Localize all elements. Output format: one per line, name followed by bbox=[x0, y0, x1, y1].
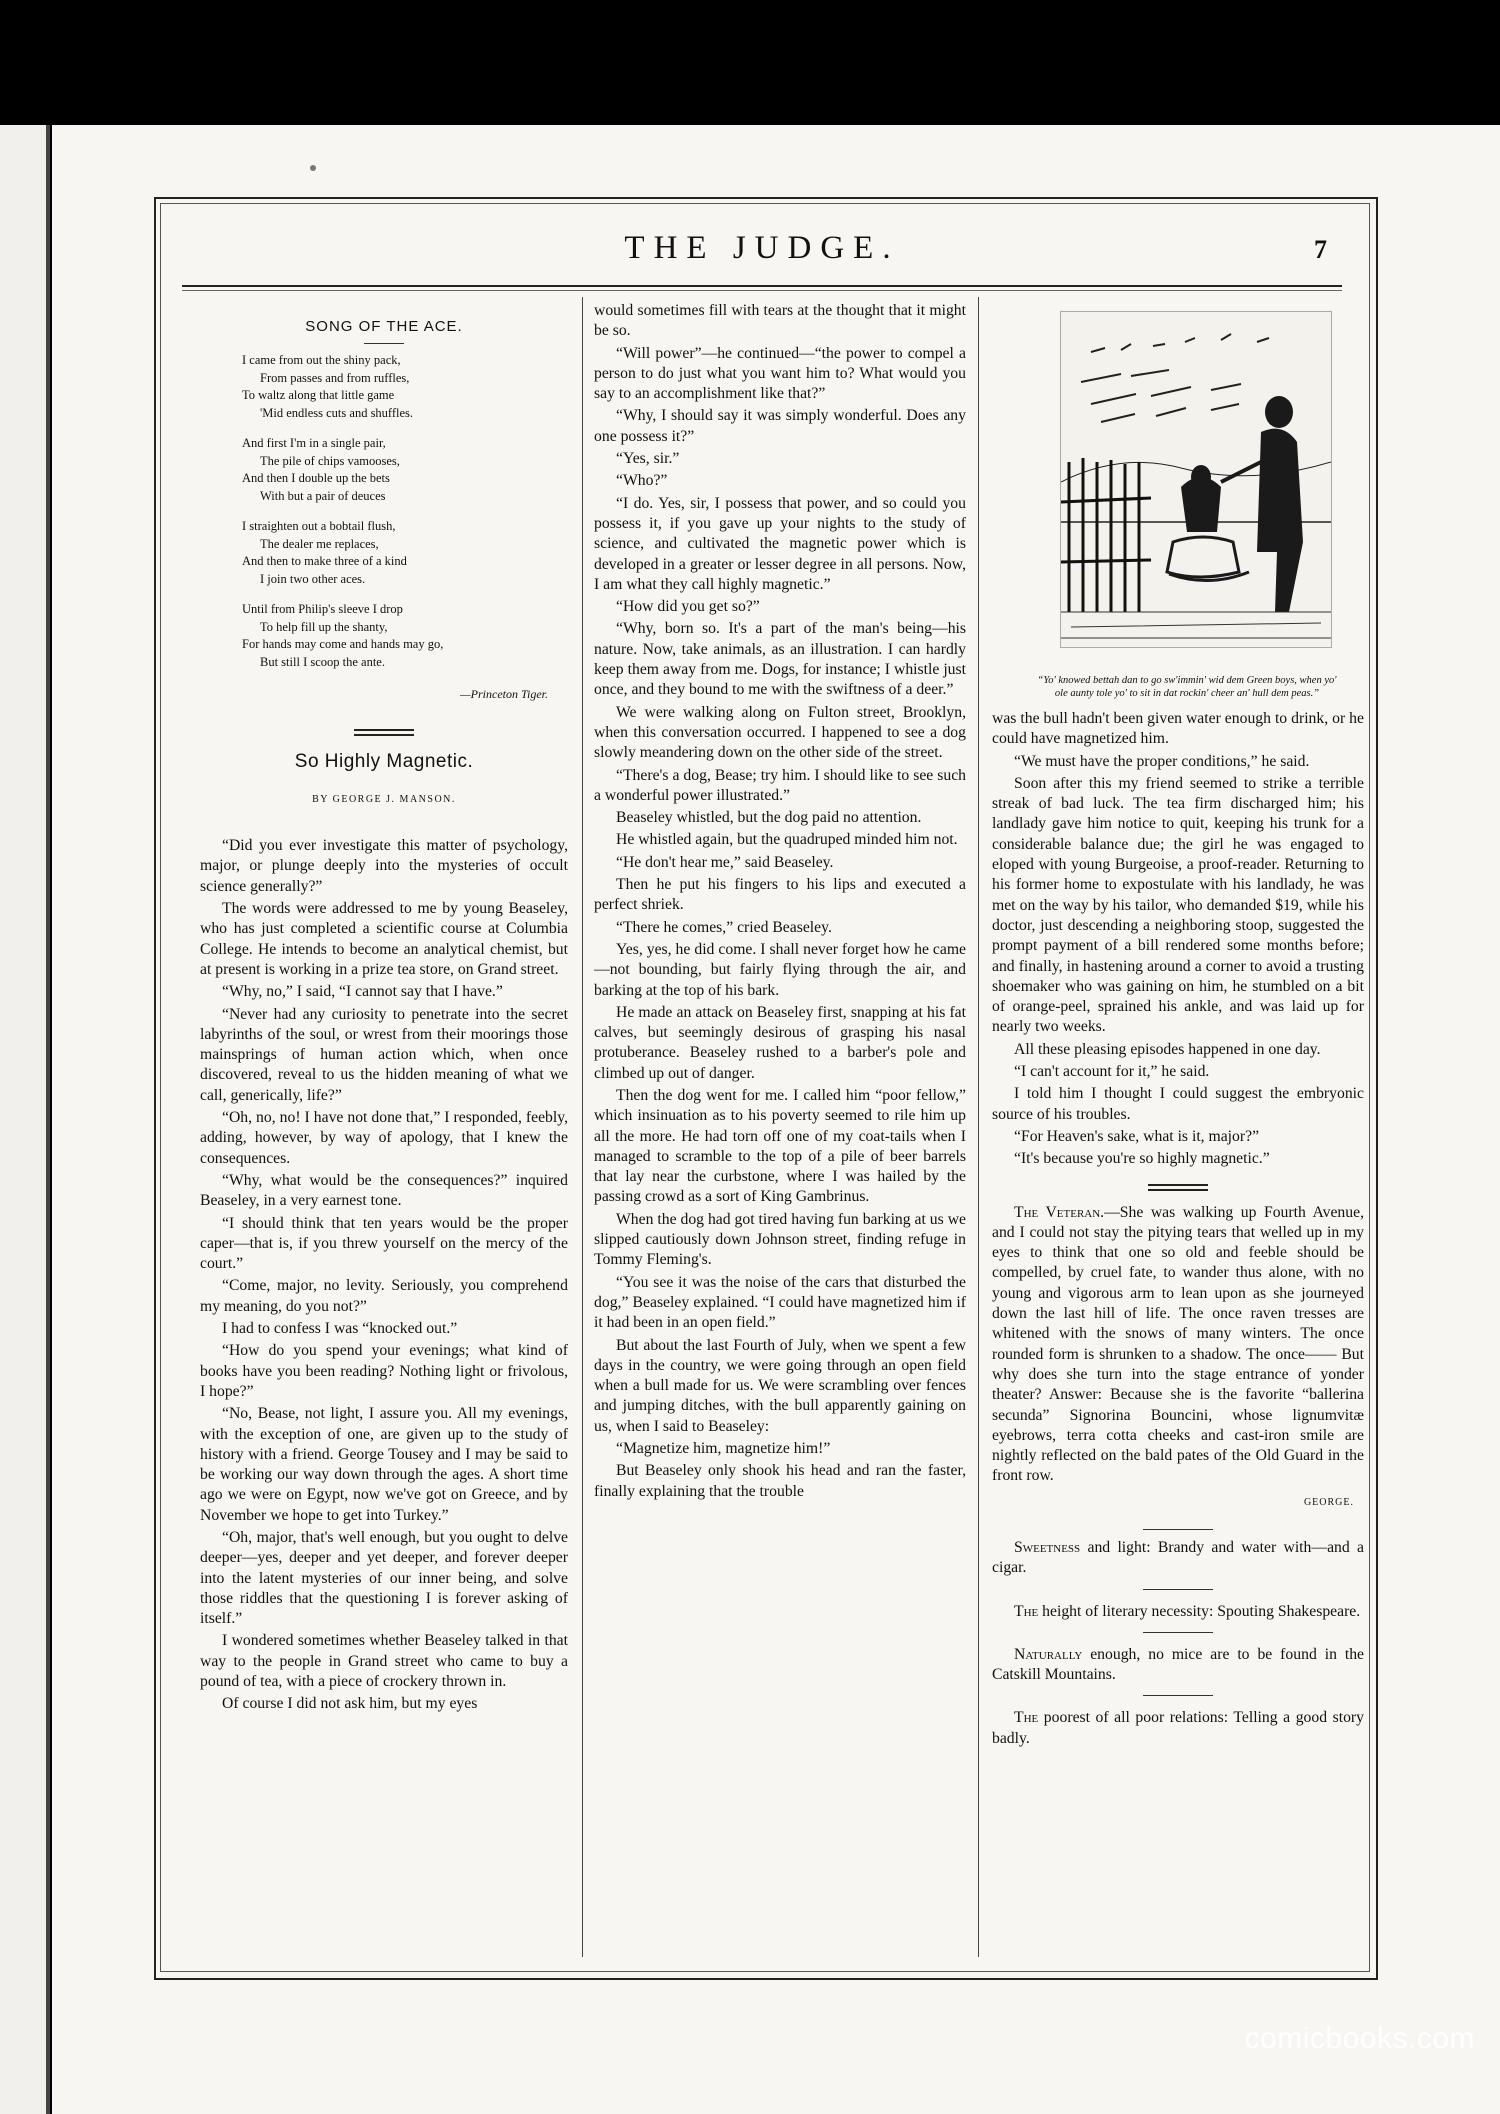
story-paragraph: “How did you get so?” bbox=[616, 598, 760, 616]
section-divider bbox=[1148, 1184, 1208, 1191]
story-paragraph: I had to confess I was “knocked out.” bbox=[222, 1320, 458, 1338]
squib-rule bbox=[1143, 1695, 1213, 1696]
poem-line: And first I'm in a single pair, bbox=[242, 436, 386, 451]
story-paragraph: “There he comes,” cried Beaseley. bbox=[616, 918, 832, 936]
squib-text: enough, no mice are to be found in the Catskill Mountains. bbox=[992, 1645, 1364, 1684]
squib-lead: The bbox=[1014, 1709, 1039, 1727]
poem-stanza bbox=[242, 352, 568, 422]
story-paragraph: We were walking along on Fulton street, Brooklyn, when this conversation occurred. I happened to see a dog slowly meandering down on the other side of the street. bbox=[594, 703, 966, 762]
story-byline: BY GEORGE J. MANSON. bbox=[312, 793, 456, 805]
story-paragraph: All these pleasing episodes happened in one day. bbox=[1014, 1040, 1321, 1058]
squib-lead: Sweetness bbox=[1014, 1538, 1081, 1556]
column-3 bbox=[992, 709, 1364, 1753]
story-paragraph: “Come, major, no levity. Seriously, you comprehend my meaning, do you not?” bbox=[200, 1277, 568, 1315]
poem-line: From passes and from ruffles, bbox=[260, 370, 410, 385]
story-paragraph: The words were addressed to me by young Beaseley, who has just completed a scientific course at Columbia College. He intends to become an analytical chemist, but at present is working in a prize tea store, on Grand street. bbox=[200, 900, 568, 978]
adjacent-page-edge bbox=[0, 125, 50, 2114]
story-paragraph: “Did you ever investigate this matter of psychology, major, or plunge deeply into the mysteries of occult science generally?” bbox=[200, 837, 568, 895]
cartoon-caption: “Yo' knowed bettah dan to go sw'immin' wid dem Green boys, when yo' ole aunty tole yo' to sit in dat rockin' cheer an' hull dem peas.” bbox=[1037, 675, 1337, 699]
story-paragraph: But Beaseley only shook his head and ran the faster, finally explaining that the trouble bbox=[594, 1462, 966, 1500]
poem-line: And then to make three of a kind bbox=[242, 554, 407, 569]
story-paragraph: “Never had any curiosity to penetrate into the secret labyrinths of the soul, or wrest from their moorings those mainsprings of human action which, when once discovered, reveal to us the hidden meaning of what we call, generically, life?” bbox=[200, 1005, 568, 1104]
story-paragraph: “We must have the proper conditions,” he said. bbox=[1014, 752, 1310, 770]
squib-text: poorest of all poor relations: Telling a good story badly. bbox=[992, 1709, 1364, 1747]
squibs-list bbox=[992, 1538, 1364, 1749]
story-paragraph: “It's because you're so highly magnetic.” bbox=[1014, 1150, 1270, 1168]
story-paragraph: “Why, what would be the consequences?” inquired Beaseley, in a very earnest tone. bbox=[200, 1171, 568, 1210]
masthead-rule-thin bbox=[182, 290, 1342, 291]
column-2 bbox=[594, 301, 966, 1504]
story-paragraph: “Oh, no, no! I have not done that,” I responded, feebly, adding, however, by way of apology, that I knew the consequences. bbox=[200, 1109, 568, 1167]
story-paragraph: Then he put his fingers to his lips and executed a perfect shriek. bbox=[594, 876, 966, 914]
poem-line: The dealer me replaces, bbox=[260, 536, 379, 551]
veteran-signoff: GEORGE. bbox=[1303, 1496, 1354, 1508]
squib-rule bbox=[1143, 1529, 1213, 1530]
poem-title-rule bbox=[364, 343, 404, 344]
squib-text: height of literary necessity: Spouting Shakespeare. bbox=[1038, 1602, 1361, 1620]
section-divider bbox=[354, 729, 414, 736]
poem-title: SONG OF THE ACE. bbox=[305, 318, 463, 335]
veteran-paragraph bbox=[992, 1203, 1364, 1487]
story-paragraph: “You see it was the noise of the cars that disturbed the dog,” Beaseley explained. “I could have magnetized him if it had been in an open field.” bbox=[594, 1273, 966, 1332]
squib-lead: Naturally bbox=[1014, 1645, 1083, 1663]
story-paragraph: Then the dog went for me. I called him “poor fellow,” which insinuation as to his poverty seemed to rile him up all the more. He had torn off one of my coat-tails when I managed to scramble to the top of a pile of beer barrels that lay near the curbstone, where I was hailed by the passing crowd as a sort of King Gambrinus. bbox=[594, 1086, 966, 1206]
squib-rule bbox=[1143, 1632, 1213, 1633]
poem-line: For hands may come and hands may go, bbox=[242, 637, 444, 652]
masthead-title: THE JUDGE. bbox=[624, 230, 900, 266]
story-paragraph: would sometimes fill with tears at the thought that it might be so. bbox=[594, 302, 966, 340]
story-paragraph: Soon after this my friend seemed to strike a terrible streak of bad luck. The tea firm discharged him; his landlady gave him notice to quit, keeping his trunk for a considerable balance due; the girl he was engaged to eloped with young Burgeoise, a proof-reader. Returning to his former home to expostulate with his landlady, he was met on the way by his tailor, who demanded $19, while his doctor, just descending a neighboring stoop, suggested the prompt payment of a bill rendered some months before; and finally, in hastening around a corner to avoid a trusting shoemaker who was gaining on him, he stumbled on a bit of orange-peel, sprained his ankle, and was laid up for nearly two weeks. bbox=[992, 774, 1364, 1036]
story-paragraph: “There's a dog, Bease; try him. I should like to see such a wonderful power illustrated.” bbox=[594, 766, 966, 804]
column-1 bbox=[200, 303, 568, 1717]
squib-text: and light: Brandy and water with—and a cigar. bbox=[992, 1538, 1364, 1577]
story-paragraph: “I can't account for it,” he said. bbox=[1014, 1063, 1210, 1081]
poem-body bbox=[242, 352, 568, 671]
veteran-lead: The Veteran. bbox=[1014, 1203, 1105, 1221]
poem-line: With but a pair of deuces bbox=[260, 488, 386, 503]
story-paragraph: “Why, born so. It's a part of the man's being—his nature. Now, take animals, as an illustration. I can hardly keep them away from me. Dogs, for instance; I whistle just once, and they bound to me with the swiftness of a deer.” bbox=[594, 620, 966, 699]
newspaper-page bbox=[52, 125, 1500, 2114]
story-paragraph: “Why, no,” I said, “I cannot say that I have.” bbox=[222, 983, 503, 1001]
story-paragraph: But about the last Fourth of July, when we spent a few days in the country, we were going through an open field when a bull made for us. We were scrambling over fences and jumping ditches, with the bull apparently gaining on us, when I said to Beaseley: bbox=[594, 1336, 966, 1435]
story-paragraph: “No, Bease, not light, I assure you. All my evenings, with the exception of one, are given up to the study of history with a friend. George Tousey and I may be said to be working our way down through the ages. A short time ago we were on Egypt, now we've got on Greece, and by November we hope to get into Turkey.” bbox=[200, 1405, 568, 1524]
squib-paragraph bbox=[992, 1645, 1364, 1686]
story-paragraph: He made an attack on Beaseley first, snapping at his fat calves, but seemingly desirous of grasping his nasal protuberance. Beaseley rushed to a barber's pole and climbed up out of danger. bbox=[594, 1003, 966, 1082]
watermark: comicbooks.com bbox=[1244, 2022, 1475, 2055]
story-paragraph: “I should think that ten years would be the proper caper—that is, if you threw yourself on the mercy of the court.” bbox=[200, 1214, 568, 1273]
poem-line: I join two other aces. bbox=[260, 571, 366, 586]
story-paragraph: “How do you spend your evenings; what kind of books have you been reading? Nothing light or frivolous, I hope?” bbox=[200, 1342, 568, 1400]
poem-attribution: —Princeton Tiger. bbox=[459, 687, 548, 702]
poem-line: But still I scoop the ante. bbox=[260, 654, 385, 669]
poem-stanza bbox=[242, 518, 568, 588]
squib-paragraph bbox=[992, 1708, 1364, 1749]
masthead-rule bbox=[182, 285, 1342, 287]
story-paragraph: “Yes, sir.” bbox=[616, 450, 680, 468]
poem-line: To waltz along that little game bbox=[242, 388, 395, 403]
story-paragraph: “He don't hear me,” said Beaseley. bbox=[616, 853, 834, 871]
poem-line: And then I double up the bets bbox=[242, 471, 390, 486]
story-column-3-text bbox=[992, 709, 1364, 1170]
veteran-text: —She was walking up Fourth Avenue, and I could not stay the pitying tears that welled up in my eyes to think that one so old and feeble should be compelled, by cruel fate, to wander thus alone, with no young and vigorous arm to lean upon as she journeyed down the last hill of life. The once raven tresses are whitened with the snows of many winters. The once rounded form is shrunken to a shadow. The once—— But why does she turn into the stage entrance of yonder theater? Answer: Because she is the favorite “ballerina secunda” Signorina Bouncini, whose lignumvitæ eyebrows, terra cotta cheeks and cast-iron smile are nightly reflected on the bald pates of the Old Guard in the front row. bbox=[992, 1203, 1364, 1485]
poem-line: Until from Philip's sleeve I drop bbox=[242, 602, 403, 617]
poem-line: To help fill up the shanty, bbox=[260, 619, 388, 634]
squib-rule bbox=[1143, 1589, 1213, 1590]
column-rule-1 bbox=[582, 297, 583, 1957]
story-column-2-text bbox=[594, 301, 966, 1502]
story-paragraph: “Who?” bbox=[616, 472, 668, 490]
story-paragraph: “Magnetize him, magnetize him!” bbox=[616, 1440, 831, 1458]
story-paragraph: “Will power”—he continued—“the power to compel a person to do just what you want him to? What would you say to an accomplishment like that?” bbox=[594, 344, 966, 403]
story-column-1-text bbox=[200, 836, 568, 1714]
column-rule-2 bbox=[978, 297, 979, 1957]
story-paragraph: “Why, I should say it was simply wonderful. Does any one possess it?” bbox=[594, 407, 966, 445]
cartoon-illustration bbox=[1060, 311, 1332, 648]
poem-line: The pile of chips vamooses, bbox=[260, 453, 400, 468]
squib-lead: The bbox=[1014, 1602, 1039, 1620]
story-paragraph: “Oh, major, that's well enough, but you ought to delve deeper—yes, deeper and yet deeper, and forever deeper into the latent mysteries of our inner being, and solve those riddles that the questioning I is forever asking of itself.” bbox=[200, 1528, 568, 1628]
poem-stanza bbox=[242, 435, 568, 505]
story-paragraph: I told him I thought I could suggest the embryonic source of his troubles. bbox=[992, 1085, 1364, 1123]
page-speck bbox=[310, 165, 316, 171]
squib-paragraph bbox=[992, 1602, 1364, 1622]
story-paragraph: Yes, yes, he did come. I shall never forget how he came—not bounding, but fairly flying through the air, and barking at the top of his bark. bbox=[594, 940, 966, 999]
story-paragraph: “I do. Yes, sir, I possess that power, and so could you possess it, if you gave up your nights to the study of science, and cultivated the magnetic power which is developed in a greater or lesser degree in all persons. Now, I am what they call highly magnetic.” bbox=[594, 494, 966, 593]
story-paragraph: He whistled again, but the quadruped minded him not. bbox=[616, 831, 958, 849]
poem-line: I straighten out a bobtail flush, bbox=[242, 519, 396, 534]
story-paragraph: When the dog had got tired having fun barking at us we slipped cautiously down Johnson street, finding refuge in Tommy Fleming's. bbox=[594, 1210, 966, 1269]
poem-line: I came from out the shiny pack, bbox=[242, 353, 401, 368]
story-paragraph: Of course I did not ask him, but my eyes bbox=[222, 1695, 478, 1713]
page-number: 7 bbox=[1314, 235, 1327, 264]
poem-stanza bbox=[242, 601, 568, 671]
story-paragraph: was the bull hadn't been given water enough to drink, or he could have magnetized him. bbox=[992, 710, 1364, 748]
poem-line: 'Mid endless cuts and shuffles. bbox=[260, 405, 414, 420]
squib-paragraph bbox=[992, 1538, 1364, 1579]
story-paragraph: I wondered sometimes whether Beaseley talked in that way to the people in Grand street who came to buy a pound of tea, with a piece of crockery thrown in. bbox=[200, 1632, 568, 1691]
story-paragraph: Beaseley whistled, but the dog paid no attention. bbox=[616, 809, 922, 827]
story-paragraph: “For Heaven's sake, what is it, major?” bbox=[1014, 1127, 1260, 1145]
story-title: So Highly Magnetic. bbox=[294, 750, 474, 772]
